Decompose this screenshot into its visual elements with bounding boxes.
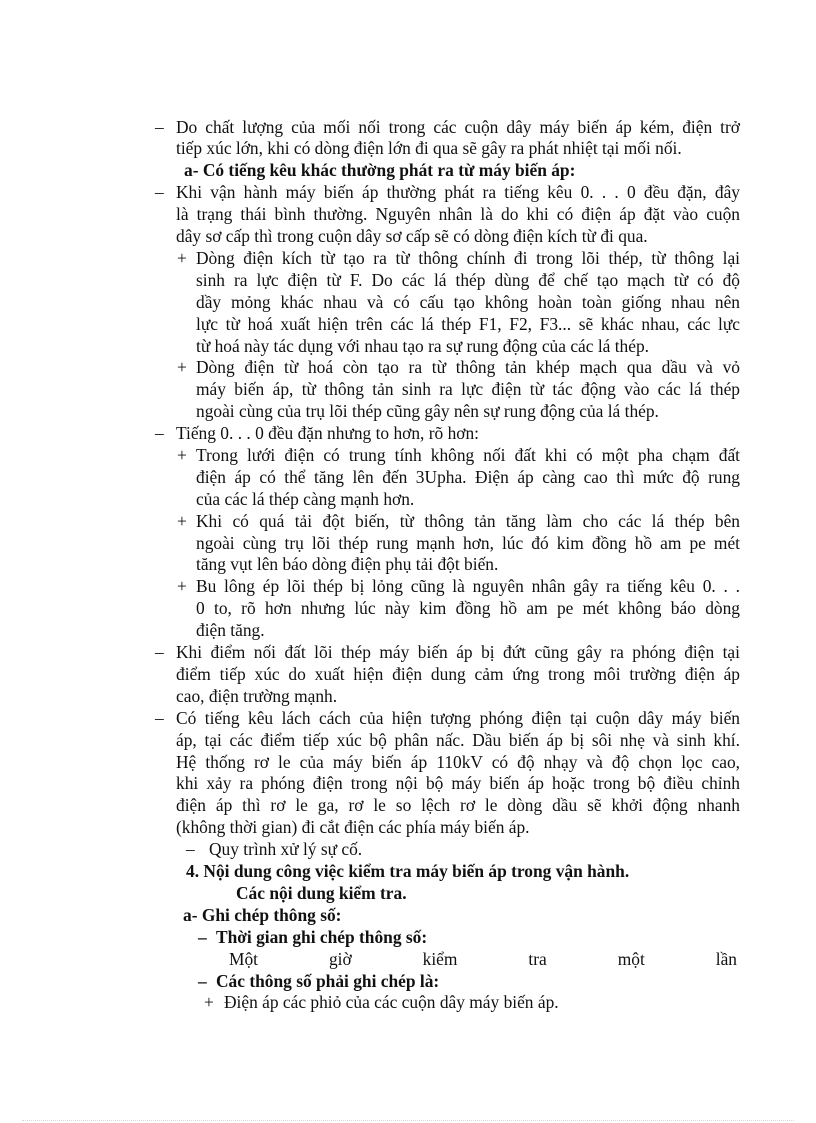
text-line: Khi điểm nối đất lõi thép máy biến áp bị đứt cũng gây ra phóng điện tại <box>176 642 740 662</box>
text-line: tiếp xúc lớn, khi có dòng điện lớn đi qua sẽ gây ra phát nhiệt tại mối nối. <box>176 138 682 158</box>
text-line: ngoài cùng của trụ lõi thép cũng gây nên sự rung động của lá thép. <box>196 401 659 421</box>
dash-marker: – <box>155 182 164 202</box>
text-line: của các lá thép càng mạnh hơn. <box>196 489 415 509</box>
text-line: Quy trình xử lý sự cố. <box>209 839 363 859</box>
plus-marker: + <box>177 445 187 465</box>
text-line: (không thời gian) đi cắt điện các phía máy biến áp. <box>176 817 530 837</box>
text-line: áp, tại các điểm tiếp xúc bộ phân nấc. Dầu biến áp bị sôi nhẹ và sinh khí. <box>176 730 740 750</box>
text-line: từ hoá này tác dụng với nhau tạo ra sự rung động của các lá thép. <box>196 336 650 356</box>
dash-marker: – <box>198 927 207 947</box>
text-line: Có tiếng kêu lách cách của hiện tượng phóng điện tại cuộn dây máy biến <box>176 708 740 728</box>
plus-marker: + <box>177 511 187 531</box>
text-line: điện áp có thể tăng lên đến 3Upha. Điện áp càng cao thì mức độ rung <box>196 467 740 487</box>
text-line: Do chất lượng của mối nối trong các cuộn dây máy biến áp kém, điện trở <box>176 117 740 137</box>
text-line: 0 to, rõ hơn nhưng lúc này kim đồng hồ am pe mét không báo dòng <box>196 598 740 618</box>
text-line: Điện áp các phiỏ của các cuộn dây máy biến áp. <box>224 992 559 1012</box>
text-line: điện tăng. <box>196 620 265 640</box>
section-heading: a- Có tiếng kêu khác thường phát ra từ máy biến áp: <box>184 160 576 180</box>
text-line: máy biến áp, từ thông tản sinh ra lực điện từ tác động vào các lá thép <box>196 379 740 399</box>
subsection-heading: a- Ghi chép thông số: <box>183 905 342 925</box>
plus-marker: + <box>177 357 187 377</box>
text-line: điểm tiếp xúc do xuất hiện điện dung cảm ứng trong môi trường điện áp <box>176 664 740 684</box>
text-line: Bu lông ép lõi thép bị lỏng cũng là nguyên nhân gây ra tiếng kêu 0. . . <box>196 576 740 596</box>
text-line: Khi vận hành máy biến áp thường phát ra tiếng kêu 0. . . 0 đều đặn, đây <box>176 182 740 202</box>
text-line: là trạng thái bình thường. Nguyên nhân là do khi có điện áp đặt vào cuộn <box>176 204 740 224</box>
plus-marker: + <box>177 248 187 268</box>
plus-marker: + <box>204 992 214 1012</box>
plus-marker: + <box>177 576 187 596</box>
text-line: khi xảy ra phóng điện trong nội bộ máy biến áp hoặc trong bộ điều chỉnh <box>176 773 740 793</box>
text-line: Trong lưới điện có trung tính không nối đất khi có một pha chạm đất <box>196 445 740 465</box>
text-line: dây sơ cấp thì trong cuộn dây sơ cấp sẽ có dòng điện kích từ đi qua. <box>176 226 648 246</box>
text-line: Hệ thống rơ le của máy biến áp 110kV có độ nhạy và độ chọn lọc cao, <box>176 752 740 772</box>
text-line: sinh ra lực điện từ F. Do các lá thép dùng để chế tạo mạch từ có độ <box>196 270 740 290</box>
subsection-heading: Thời gian ghi chép thông số: <box>216 927 428 947</box>
text-line: điện áp thì rơ le ga, rơ le so lệch rơ le dòng dầu sẽ khởi động nhanh <box>176 795 740 815</box>
dash-marker: – <box>155 642 164 662</box>
text-line: Tiếng 0. . . 0 đều đặn nhưng to hơn, rõ hơn: <box>176 423 480 443</box>
dash-marker: – <box>198 971 207 991</box>
section-heading: 4. Nội dung công việc kiểm tra máy biến áp trong vận hành. <box>186 861 630 881</box>
dash-marker: – <box>155 423 164 443</box>
text-line: cao, điện trường mạnh. <box>176 686 338 706</box>
dash-marker: – <box>155 708 164 728</box>
page-bottom-rule <box>22 1120 794 1121</box>
text-line: ngoài cùng trụ lõi thép rung mạnh hơn, lúc đó kim đồng hồ am pe mét <box>196 533 740 553</box>
text-line: lực từ hoá xuất hiện trên các lá thép F1, F2, F3... sẽ khác nhau, các lực <box>196 314 740 334</box>
text-line: Dòng điện từ hoá còn tạo ra từ thông tản khép mạch qua dầu và vỏ <box>196 357 740 377</box>
text-line: tăng vụt lên báo dòng điện phụ tải đột biến. <box>196 554 499 574</box>
dash-marker: – <box>186 839 195 859</box>
subsection-heading: Các nội dung kiểm tra. <box>236 883 407 903</box>
text-line: Khi có quá tải đột biến, từ thông tản tăng làm cho các lá thép bên <box>196 511 740 531</box>
text-line: Một giờ kiểm tra một lần <box>229 949 737 969</box>
text-line: Dòng điện kích từ tạo ra từ thông chính đi trong lõi thép, từ thông lại <box>196 248 740 268</box>
text-line: dầy mỏng khác nhau và có cấu tạo không hoàn toàn giống nhau nên <box>196 292 740 312</box>
dash-marker: – <box>155 117 164 137</box>
subsection-heading: Các thông số phải ghi chép là: <box>216 971 440 991</box>
